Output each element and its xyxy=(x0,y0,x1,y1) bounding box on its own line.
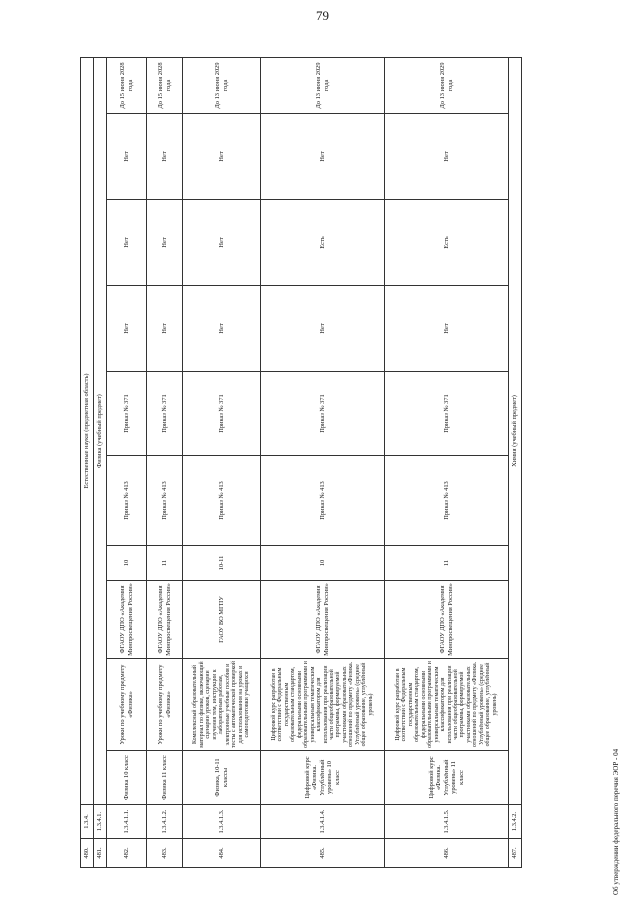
criterion-2: Есть xyxy=(385,200,509,286)
order-1: Приказ № 413 xyxy=(261,456,385,546)
criterion-1: Нет xyxy=(183,286,261,372)
row-number: 485. xyxy=(261,839,385,868)
table-row xyxy=(147,58,183,868)
row-number: 484. xyxy=(183,839,261,868)
table-row xyxy=(107,58,147,868)
section-title: Физика (учебный предмет) xyxy=(94,58,107,805)
criterion-1: Нет xyxy=(107,286,147,372)
order-2: Приказ № 371 xyxy=(385,372,509,456)
developer: ФГАОУ ДПО «Академия Минпросвещения России» xyxy=(385,581,509,659)
criterion-2: Нет xyxy=(147,200,183,286)
resource-name: Физика 11 класс xyxy=(147,751,183,805)
row-code: 1.3.4.1.3. xyxy=(183,805,261,839)
criterion-3: Нет xyxy=(147,114,183,200)
resource-name: Цифровой курс «Физика. Углублённый уровень» 11 класс xyxy=(385,751,509,805)
row-code: 1.3.4.1. xyxy=(94,805,107,839)
valid-until: До 13 июня 2029 года xyxy=(385,58,509,114)
table-row xyxy=(509,58,522,868)
developer: ГАОУ ВО МГПУ xyxy=(183,581,261,659)
criterion-1: Нет xyxy=(147,286,183,372)
row-number: 487. xyxy=(509,839,522,868)
criterion-3: Нет xyxy=(107,114,147,200)
criterion-3: Нет xyxy=(183,114,261,200)
resource-content: Комплексный образовательный материал по физике, включающий сценарии уроков, сценарии изучения тем, инструкции к лабораторным работам, электронные учебные пособия и тесты с автоматической проверкой для использования на уроках и самоподготовки учащихся xyxy=(183,659,261,751)
section-title: Естественные науки (предметная область) xyxy=(81,58,94,805)
order-2: Приказ № 371 xyxy=(107,372,147,456)
table-row xyxy=(385,58,509,868)
resource-content: Уроки по учебному предмету «Физика» xyxy=(107,659,147,751)
criterion-1: Нет xyxy=(261,286,385,372)
order-1: Приказ № 413 xyxy=(107,456,147,546)
page-number: 79 xyxy=(316,8,329,23)
criterion-3: Нет xyxy=(261,114,385,200)
row-code: 1.3.4.1.4. xyxy=(261,805,385,839)
resource-name: Цифровой курс «Физика. Углублённый уровень» 10 класс xyxy=(261,751,385,805)
row-number: 482. xyxy=(107,839,147,868)
resource-name: Физика 10 класс xyxy=(107,751,147,805)
grade: 10 xyxy=(107,546,147,581)
order-1: Приказ № 413 xyxy=(385,456,509,546)
row-code: 1.3.4.1.2. xyxy=(147,805,183,839)
valid-until: До 15 июня 2028 года xyxy=(107,58,147,114)
order-2: Приказ № 371 xyxy=(261,372,385,456)
table-row xyxy=(94,58,107,868)
grade: 10 xyxy=(261,546,385,581)
row-number: 483. xyxy=(147,839,183,868)
developer: ФГАОУ ДПО «Академия Минпросвещения России» xyxy=(107,581,147,659)
criterion-2: Нет xyxy=(183,200,261,286)
valid-until: До 13 июня 2029 года xyxy=(183,58,261,114)
resource-name: Физика, 10-11 классы xyxy=(183,751,261,805)
resource-content: Цифровой курс разработан в соответствии с Федеральным государственным образовательным стандартом, федеральными основными образовательными программами и универсальным тематическим классификатором для использования при реализации части общеобразовательной программы, формируемой участниками образовательных отношений по предмету «Физика. Углублённый уровень» (среднее общее образование, углублённый уровень) xyxy=(385,659,509,751)
table-row xyxy=(261,58,385,868)
grade: 11 xyxy=(147,546,183,581)
criterion-2: Есть xyxy=(261,200,385,286)
row-code: 1.3.4. xyxy=(81,805,94,839)
row-code: 1.3.4.2. xyxy=(509,805,522,839)
grade: 11 xyxy=(385,546,509,581)
row-code: 1.3.4.1.5. xyxy=(385,805,509,839)
row-number: 486. xyxy=(385,839,509,868)
section-title: Химия (учебный предмет) xyxy=(509,58,522,805)
criterion-2: Нет xyxy=(107,200,147,286)
valid-until: До 13 июня 2029 года xyxy=(261,58,385,114)
register-table xyxy=(80,57,522,868)
criterion-3: Нет xyxy=(385,114,509,200)
valid-until: До 15 июня 2028 года xyxy=(147,58,183,114)
footer-note: Об утверждении федерального перечня ЭОР - 04 xyxy=(612,748,620,895)
row-number: 480. xyxy=(81,839,94,868)
table-row xyxy=(183,58,261,868)
table-row xyxy=(81,58,94,868)
order-1: Приказ № 413 xyxy=(183,456,261,546)
order-2: Приказ № 371 xyxy=(183,372,261,456)
criterion-1: Нет xyxy=(385,286,509,372)
developer: ФГАОУ ДПО «Академия Минпросвещения России» xyxy=(261,581,385,659)
order-1: Приказ № 413 xyxy=(147,456,183,546)
grade: 10-11 xyxy=(183,546,261,581)
resource-content: Уроки по учебному предмету «Физика» xyxy=(147,659,183,751)
developer: ФГАОУ ДПО «Академия Минпросвещения России» xyxy=(147,581,183,659)
row-code: 1.3.4.1.1. xyxy=(107,805,147,839)
row-number: 481. xyxy=(94,839,107,868)
order-2: Приказ № 371 xyxy=(147,372,183,456)
resource-content: Цифровой курс разработан в соответствии с Федеральным государственным образовательным стандартом, федеральными основными образовательными программами и универсальным тематическим классификатором для использования при реализации части общеобразовательной программы, формируемой участниками образовательных отношений по предмету «Физика. Углублённый уровень» (среднее общее образование, углублённый уровень) xyxy=(261,659,385,751)
